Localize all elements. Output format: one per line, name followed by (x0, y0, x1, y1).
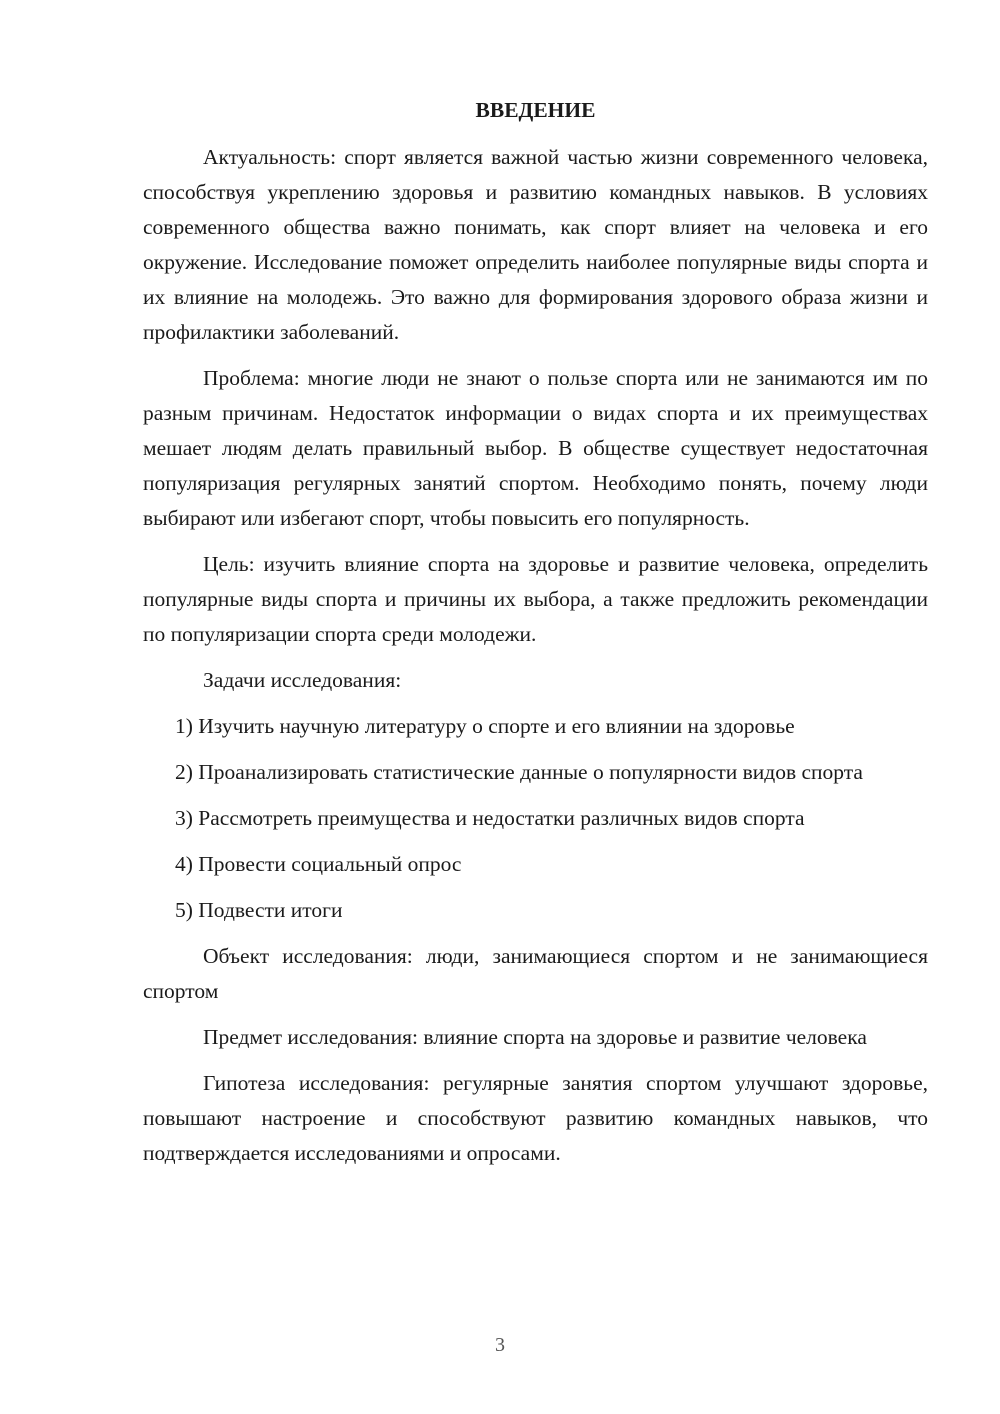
task-item: 4) Провести социальный опрос (175, 852, 462, 876)
goal-paragraph: Цель: изучить влияние спорта на здоровье и развитие человека, определить популярные виды спорта и причины их выбора, а также предложить рекомендации по популяризации спорта среди молодежи. (143, 552, 928, 646)
task-item: 3) Рассмотреть преимущества и недостатки различных видов спорта (175, 806, 805, 830)
task-item: 5) Подвести итоги (175, 898, 343, 922)
relevance-paragraph: Актуальность: спорт является важной частью жизни современного человека, способствуя укреплению здоровья и развитию командных навыков. В условиях современного общества важно понимать, как спорт влияет на человека и его окружение. Исследование поможет определить наиболее популярные виды спорта и их влияние на молодежь. Это важно для формирования здорового образа жизни и профилактики заболеваний. (143, 145, 928, 344)
subject-paragraph: Предмет исследования: влияние спорта на здоровье и развитие человека (203, 1025, 867, 1049)
document-page (143, 90, 928, 1182)
object-paragraph: Объект исследования: люди, занимающиеся спортом и не занимающиеся спортом (143, 944, 928, 1003)
page-title: ВВЕДЕНИЕ (475, 98, 596, 122)
problem-paragraph: Проблема: многие люди не знают о пользе спорта или не занимаются им по разным причинам. Недостаток информации о видах спорта и их преимуществах мешает людям делать правильный выбор. В обществе существует недостаточная популяризация регулярных занятий спортом. Необходимо понять, почему люди выбирают или избегают спорт, чтобы повысить его популярность. (143, 366, 928, 530)
task-item: 2) Проанализировать статистические данные о популярности видов спорта (175, 760, 863, 784)
task-item: 1) Изучить научную литературу о спорте и его влиянии на здоровье (175, 714, 795, 738)
hypothesis-paragraph: Гипотеза исследования: регулярные занятия спортом улучшают здоровье, повышают настроение и способствуют развитию командных навыков, что подтверждается исследованиями и опросами. (143, 1071, 928, 1165)
tasks-label: Задачи исследования: (203, 668, 402, 692)
page-number: 3 (495, 1334, 505, 1356)
